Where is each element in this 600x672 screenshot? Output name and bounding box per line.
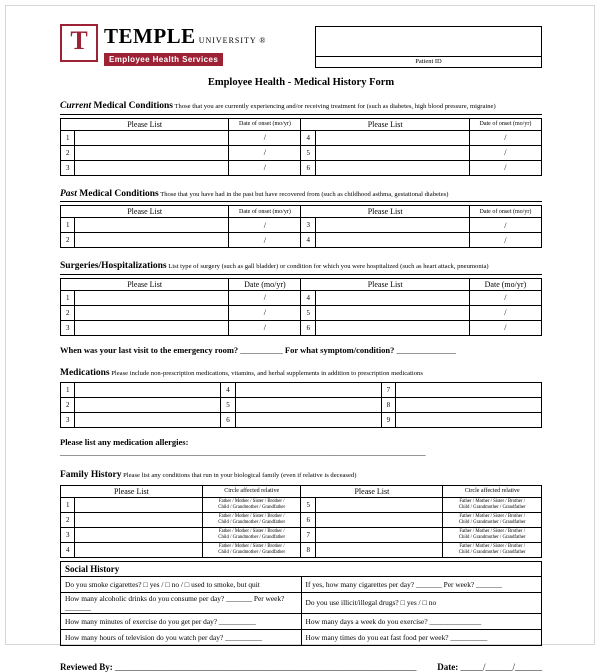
row-number: 6 [301, 160, 315, 175]
allergies-blank[interactable]: ______________________________________________________________________________________ [60, 447, 426, 458]
section-term: Current [60, 101, 92, 111]
relative-options[interactable]: Father / Mother / Sister / Brother / Child / Grandmother / Grandfather [443, 527, 542, 542]
medication-input[interactable] [235, 413, 381, 428]
family-condition-input[interactable] [75, 542, 202, 557]
col-header-date: Date (mo/yr) [469, 278, 541, 290]
table-header-row [61, 561, 542, 576]
temple-t-icon: T [60, 24, 98, 62]
table-row [61, 629, 542, 645]
university-suffix: UNIVERSITY ® [198, 36, 267, 45]
table-row [61, 413, 542, 428]
row-number: 6 [301, 320, 315, 335]
surgery-input[interactable] [75, 290, 229, 305]
relative-options[interactable]: Father / Mother / Sister / Brother / Child / Grandmother / Grandfather [202, 542, 301, 557]
social-question-fastfood[interactable]: How many times do you eat fast food per week? __________ [301, 629, 542, 645]
section-heading-past: Past Medical Conditions Those that you have had in the past but have recovered from (such as childhood asthma, gestational diabetes) [60, 183, 542, 203]
footer [60, 662, 542, 672]
section-desc: Those that you have had in the past but have recovered from (such as childhood asthma, gestational diabetes) [158, 190, 449, 198]
family-condition-input[interactable] [315, 512, 442, 527]
er-symptom-blank[interactable]: ______________ [394, 344, 456, 355]
patient-id-box[interactable] [315, 26, 542, 68]
col-header-please-list: Please List [301, 206, 469, 218]
relative-options[interactable]: Father / Mother / Sister / Brother / Child / Grandmother / Grandfather [202, 512, 301, 527]
table-row [61, 527, 542, 542]
row-number: 2 [61, 398, 75, 413]
date-input[interactable]: / [469, 160, 541, 175]
table-row [61, 576, 542, 592]
row-number: 4 [301, 233, 315, 248]
social-question-drugs[interactable]: Do you use illicit/illegal drugs? □ yes / □ no [301, 592, 542, 613]
page-header [60, 24, 542, 68]
row-number: 4 [61, 542, 75, 557]
section-term: Medications [60, 367, 110, 378]
table-header-row [61, 485, 542, 497]
date-input[interactable]: / [229, 145, 301, 160]
surgery-input[interactable] [315, 320, 469, 335]
section-desc: Please list any conditions that run in your biological family (even if relative is deceased) [121, 472, 357, 480]
date-label: Date: [437, 661, 459, 672]
table-row [61, 592, 542, 613]
col-header-please-list: Please List [61, 485, 203, 497]
col-header-please-list: Please List [61, 206, 229, 218]
table-row [61, 613, 542, 629]
row-number: 7 [301, 527, 315, 542]
relative-options[interactable]: Father / Mother / Sister / Brother / Child / Grandmother / Grandfather [443, 497, 542, 512]
table-row [61, 383, 542, 398]
table-row [61, 542, 542, 557]
row-number: 5 [301, 145, 315, 160]
condition-input[interactable] [75, 160, 229, 175]
social-question-cigarettes-count[interactable]: If yes, how many cigarettes per day? _______ Per week? _______ [301, 576, 542, 592]
date-input[interactable]: / [229, 305, 301, 320]
date-input[interactable]: / [229, 218, 301, 233]
table-row [61, 497, 542, 512]
social-question-alcohol[interactable]: How many alcoholic drinks do you consume per day? _______ Per week? _______ [61, 592, 302, 613]
table-row [61, 305, 542, 320]
section-heading-family [60, 464, 542, 482]
date-input[interactable]: / [469, 130, 541, 145]
condition-input[interactable] [315, 233, 469, 248]
form-page [5, 5, 595, 672]
col-header-please-list: Please List [301, 485, 443, 497]
row-number: 4 [301, 290, 315, 305]
col-header-date-onset: Date of onset (mo/yr) [229, 118, 301, 130]
section-heading-social: Social History [61, 561, 542, 576]
relative-options[interactable]: Father / Mother / Sister / Brother / Child / Grandmother / Grandfather [202, 497, 301, 512]
condition-input[interactable] [315, 145, 469, 160]
row-number: 5 [221, 398, 235, 413]
family-condition-input[interactable] [75, 512, 202, 527]
table-row [61, 160, 542, 175]
col-header-please-list: Please List [61, 118, 229, 130]
col-header-please-list: Please List [301, 278, 469, 290]
date-input[interactable]: / [229, 320, 301, 335]
department-banner: Employee Health Services [104, 53, 223, 66]
row-number: 1 [61, 218, 75, 233]
row-number: 5 [301, 305, 315, 320]
condition-input[interactable] [315, 130, 469, 145]
date-input[interactable]: / [229, 233, 301, 248]
row-number: 5 [301, 497, 315, 512]
section-heading-surgeries [60, 255, 542, 275]
date-input[interactable]: / [469, 145, 541, 160]
medication-input[interactable] [235, 398, 381, 413]
social-question-television[interactable]: How many hours of television do you watch per day? __________ [61, 629, 302, 645]
row-number: 1 [61, 290, 75, 305]
row-number: 1 [61, 130, 75, 145]
row-number: 1 [61, 383, 75, 398]
surgery-input[interactable] [315, 290, 469, 305]
row-number: 3 [61, 527, 75, 542]
date-input[interactable]: / [469, 290, 541, 305]
patient-id-label: Patient ID [316, 56, 541, 67]
medication-input[interactable] [75, 413, 221, 428]
row-number: 2 [61, 233, 75, 248]
date-input[interactable]: / [469, 218, 541, 233]
row-number: 4 [301, 130, 315, 145]
past-conditions-table [60, 205, 542, 248]
table-header-row [61, 118, 542, 130]
table-row [61, 218, 542, 233]
condition-input[interactable] [315, 218, 469, 233]
row-number: 6 [301, 512, 315, 527]
date-blank[interactable]: _____/______/______ [458, 661, 542, 672]
section-term: Family History [60, 470, 122, 481]
family-condition-input[interactable] [315, 497, 442, 512]
table-row [61, 130, 542, 145]
condition-input[interactable] [75, 130, 229, 145]
row-number: 2 [61, 305, 75, 320]
university-name: TEMPLE [104, 24, 196, 48]
row-number: 4 [221, 383, 235, 398]
condition-input[interactable] [75, 145, 229, 160]
row-number: 2 [61, 512, 75, 527]
medication-input[interactable] [75, 383, 221, 398]
date-input[interactable]: / [469, 320, 541, 335]
family-condition-input[interactable] [315, 542, 442, 557]
row-number: 3 [61, 413, 75, 428]
form-title: Employee Health - Medical History Form [207, 77, 395, 88]
row-number: 8 [301, 542, 315, 557]
table-row [61, 398, 542, 413]
table-row [61, 290, 542, 305]
er-date-blank[interactable]: __________ [238, 344, 285, 355]
date-input[interactable]: / [229, 160, 301, 175]
reviewed-by-blank[interactable]: ___________________________________________________________________ [112, 661, 417, 672]
table-header-row [61, 278, 542, 290]
section-desc: Those that you are currently experiencing and/or receiving treatment for (such as diabetes, high blood pressure, migraine) [172, 103, 496, 110]
date-input[interactable]: / [229, 290, 301, 305]
family-condition-input[interactable] [75, 527, 202, 542]
section-desc: List type of surgery (such as gall bladder) or condition for which you were hospitalized (such as heart attack, pneumonia) [166, 263, 489, 271]
relative-options[interactable]: Father / Mother / Sister / Brother / Child / Grandmother / Grandfather [202, 527, 301, 542]
table-row [61, 320, 542, 335]
col-header-date-onset: Date of onset (mo/yr) [469, 118, 541, 130]
row-number: 9 [381, 413, 395, 428]
col-header-circle-relative: Circle affected relative [443, 485, 542, 497]
table-row [61, 512, 542, 527]
col-header-date-onset: Date of onset (mo/yr) [229, 206, 301, 218]
relative-options[interactable]: Father / Mother / Sister / Brother / Child / Grandmother / Grandfather [443, 512, 542, 527]
col-header-please-list: Please List [301, 118, 469, 130]
social-question-smoke[interactable]: Do you smoke cigarettes? □ yes / □ no / □ used to smoke, but quit [61, 576, 302, 592]
row-number: 7 [381, 383, 395, 398]
surgeries-table [60, 278, 542, 336]
medication-input[interactable] [75, 398, 221, 413]
table-row [61, 145, 542, 160]
row-number: 3 [61, 320, 75, 335]
col-header-date: Date (mo/yr) [229, 278, 301, 290]
medications-table [60, 382, 542, 428]
relative-options[interactable]: Father / Mother / Sister / Brother / Child / Grandmother / Grandfather [443, 542, 542, 557]
row-number: 1 [61, 497, 75, 512]
medication-input[interactable] [396, 383, 542, 398]
temple-logo [60, 24, 266, 67]
col-header-date-onset: Date of onset (mo/yr) [469, 206, 541, 218]
condition-input[interactable] [315, 160, 469, 175]
reviewed-by-label: Reviewed By: [60, 661, 113, 672]
row-number: 3 [61, 160, 75, 175]
family-condition-input[interactable] [315, 527, 442, 542]
section-desc: Please include non-prescription medications, vitamins, and herbal supplements in addition to prescription medications [109, 369, 423, 377]
table-header-row [61, 206, 542, 218]
family-condition-input[interactable] [75, 497, 202, 512]
family-history-table [60, 485, 542, 558]
col-header-please-list: Please List [61, 278, 229, 290]
surgery-input[interactable] [75, 305, 229, 320]
section-term: Past [60, 188, 77, 199]
section-heading-current: Current Medical Conditions Those that you are currently experiencing and/or receiving treatment for (such as diabetes, high blood pressure, migraine) [60, 95, 542, 115]
date-input[interactable]: / [229, 130, 301, 145]
col-header-circle-relative: Circle affected relative [202, 485, 301, 497]
surgery-input[interactable] [315, 305, 469, 320]
current-conditions-table [60, 118, 542, 176]
row-number: 6 [221, 413, 235, 428]
section-term: Surgeries/Hospitalizations [60, 261, 167, 272]
date-input[interactable]: / [469, 233, 541, 248]
medication-input[interactable] [396, 398, 542, 413]
social-history-table [60, 561, 542, 646]
row-number: 3 [301, 218, 315, 233]
table-row [61, 233, 542, 248]
section-heading-medications [60, 362, 542, 380]
medication-input[interactable] [396, 413, 542, 428]
surgery-input[interactable] [75, 320, 229, 335]
social-question-exercise-days[interactable]: How many days a week do you exercise? ______________ [301, 613, 542, 629]
row-number: 8 [381, 398, 395, 413]
social-question-exercise-minutes[interactable]: How many minutes of exercise do you get per day? __________ [61, 613, 302, 629]
condition-input[interactable] [75, 233, 229, 248]
condition-input[interactable] [75, 218, 229, 233]
er-question: When was your last visit to the emergency room? __________ For what symptom/condition? ______________ [60, 344, 456, 355]
row-number: 2 [61, 145, 75, 160]
medication-input[interactable] [235, 383, 381, 398]
allergies-line: Please list any medication allergies: ______________________________________________________________________________________ [60, 437, 426, 458]
date-input[interactable]: / [469, 305, 541, 320]
